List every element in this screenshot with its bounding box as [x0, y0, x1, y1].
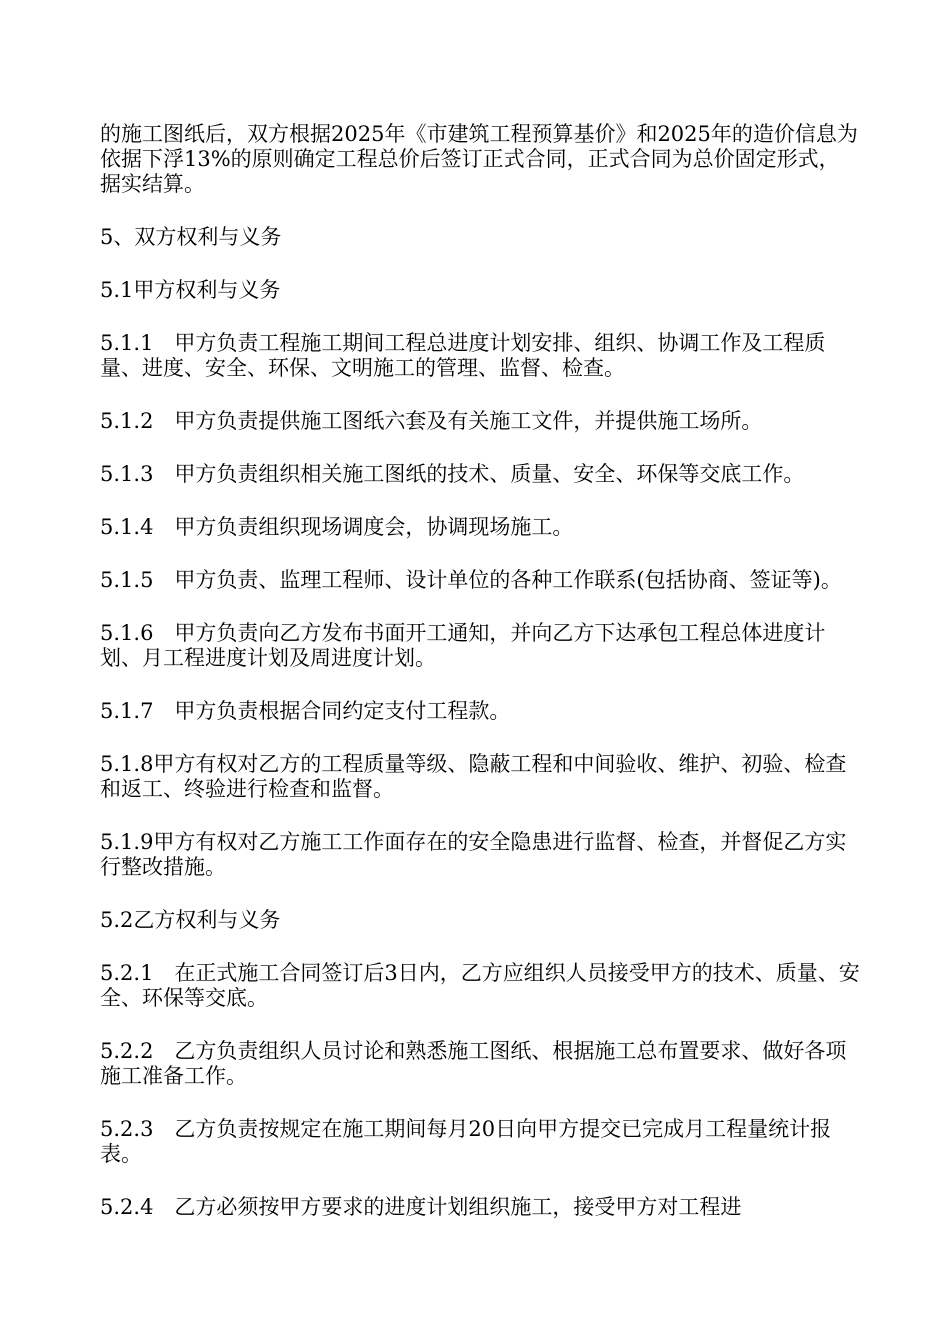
clause-5-1-1: 5.1.1 甲方负责工程施工期间工程总进度计划安排、组织、协调工作及工程质量、进度、安全、环保、文明施工的管理、监督、检查。	[100, 331, 826, 380]
clause-5-1-7: 5.1.7 甲方负责根据合同约定支付工程款。	[100, 699, 511, 723]
heading-section-5: 5、双方权利与义务	[100, 225, 282, 249]
clause-5-1-6: 5.1.6 甲方负责向乙方发布书面开工通知，并向乙方下达承包工程总体进度计划、月工程进度计划及周进度计划。	[100, 621, 826, 670]
clause-5-2-1: 5.2.1 在正式施工合同签订后3日内，乙方应组织人员接受甲方的技术、质量、安全、环保等交底。	[100, 961, 860, 1010]
heading-section-5-2: 5.2乙方权利与义务	[100, 908, 281, 932]
clause-5-2-3: 5.2.3 乙方负责按规定在施工期间每月20日向甲方提交已完成月工程量统计报表。	[100, 1117, 832, 1166]
clause-5-1-9: 5.1.9甲方有权对乙方施工工作面存在的安全隐患进行监督、检查，并督促乙方实行整改措施。	[100, 830, 847, 879]
clause-5-2-4: 5.2.4 乙方必须按甲方要求的进度计划组织施工，接受甲方对工程进	[100, 1195, 742, 1219]
paragraph-pricing: 的施工图纸后，双方根据2025年《市建筑工程预算基价》和2025年的造价信息为依据下浮13%的原则确定工程总价后签订正式合同，正式合同为总价固定形式，据实结算。	[100, 122, 858, 196]
heading-section-5-1: 5.1甲方权利与义务	[100, 278, 281, 302]
clause-5-1-2: 5.1.2 甲方负责提供施工图纸六套及有关施工文件，并提供施工场所。	[100, 409, 763, 433]
clause-5-1-3: 5.1.3 甲方负责组织相关施工图纸的技术、质量、安全、环保等交底工作。	[100, 462, 805, 486]
clause-5-1-4: 5.1.4 甲方负责组织现场调度会，协调现场施工。	[100, 515, 574, 539]
clause-5-1-5: 5.1.5 甲方负责、监理工程师、设计单位的各种工作联系(包括协商、签证等)。	[100, 568, 842, 592]
document-body	[100, 122, 860, 1220]
clause-5-2-2: 5.2.2 乙方负责组织人员讨论和熟悉施工图纸、根据施工总布置要求、做好各项施工准备工作。	[100, 1039, 847, 1088]
clause-5-1-8: 5.1.8甲方有权对乙方的工程质量等级、隐蔽工程和中间验收、维护、初验、检查和返工、终验进行检查和监督。	[100, 752, 847, 801]
